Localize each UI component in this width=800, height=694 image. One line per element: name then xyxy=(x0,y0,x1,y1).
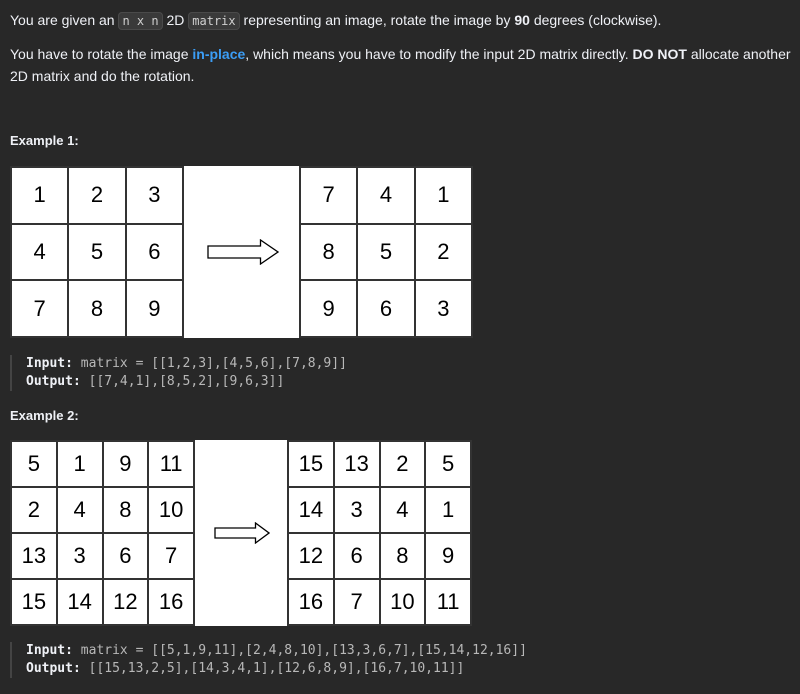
matrix-cell: 5 xyxy=(11,441,57,487)
text: degrees (clockwise). xyxy=(529,12,662,28)
matrix-cell: 11 xyxy=(148,441,194,487)
matrix-cell: 4 xyxy=(11,224,68,281)
matrix-cell: 9 xyxy=(103,441,149,487)
matrix-cell: 6 xyxy=(126,224,183,281)
matrix-cell: 13 xyxy=(11,533,57,579)
example-1-code xyxy=(10,355,347,391)
matrix-cell: 4 xyxy=(57,487,103,533)
matrix-cell: 15 xyxy=(288,441,334,487)
output-label: Output: xyxy=(26,374,81,389)
matrix-cell: 3 xyxy=(126,167,183,224)
matrix-cell: 6 xyxy=(357,280,414,337)
matrix-cell: 6 xyxy=(334,533,380,579)
matrix-cell: 10 xyxy=(380,579,426,625)
matrix-cell: 15 xyxy=(11,579,57,625)
matrix-cell: 4 xyxy=(380,487,426,533)
matrix-cell: 2 xyxy=(380,441,426,487)
description-paragraph-1 xyxy=(10,9,661,32)
matrix-cell: 3 xyxy=(334,487,380,533)
output-value: [[15,13,2,5],[14,3,4,1],[12,6,8,9],[16,7,10,11]] xyxy=(88,661,465,676)
matrix-cell: 5 xyxy=(357,224,414,281)
matrix-cell: 10 xyxy=(148,487,194,533)
matrix-cell: 7 xyxy=(148,533,194,579)
matrix-cell: 2 xyxy=(415,224,472,281)
matrix-cell: 16 xyxy=(148,579,194,625)
matrix-cell: 12 xyxy=(288,533,334,579)
bold-text: 90 xyxy=(514,12,530,28)
matrix-cell: 8 xyxy=(68,280,125,337)
inline-code: matrix xyxy=(188,12,239,30)
example-2-title: Example 2: xyxy=(10,408,79,423)
example-1-image xyxy=(10,166,472,338)
text: You are given an xyxy=(10,12,119,28)
input-label: Input: xyxy=(26,356,73,371)
matrix-cell: 2 xyxy=(11,487,57,533)
matrix-cell: 12 xyxy=(103,579,149,625)
inline-code: n x n xyxy=(118,12,162,30)
text: 2D xyxy=(162,12,189,28)
text: , which means you have to modify the input 2D matrix directly. xyxy=(245,46,633,62)
matrix-cell: 7 xyxy=(334,579,380,625)
example-1-title: Example 1: xyxy=(10,133,79,148)
in-place-link[interactable]: in-place xyxy=(192,46,246,62)
matrix-cell: 4 xyxy=(357,167,414,224)
matrix-cell: 7 xyxy=(300,167,357,224)
arrow-right-icon xyxy=(214,522,270,544)
matrix-cell: 9 xyxy=(425,533,471,579)
matrix-cell: 6 xyxy=(103,533,149,579)
matrix-cell: 5 xyxy=(425,441,471,487)
output-value: [[7,4,1],[8,5,2],[9,6,3]] xyxy=(88,374,285,389)
matrix-before xyxy=(10,166,184,338)
bold-text: DO NOT xyxy=(632,46,687,62)
matrix-after xyxy=(287,440,472,626)
matrix-before xyxy=(10,440,195,626)
example-2-code xyxy=(10,642,527,678)
matrix-cell: 14 xyxy=(288,487,334,533)
arrow-right-icon xyxy=(207,239,279,265)
matrix-cell: 8 xyxy=(103,487,149,533)
matrix-cell: 9 xyxy=(300,280,357,337)
description-paragraph-2 xyxy=(10,43,795,87)
matrix-cell: 1 xyxy=(11,167,68,224)
input-value: matrix = [[1,2,3],[4,5,6],[7,8,9]] xyxy=(80,356,347,371)
matrix-cell: 5 xyxy=(68,224,125,281)
text: allocate another 2D matrix and do the rotation. xyxy=(10,46,791,84)
matrix-cell: 16 xyxy=(288,579,334,625)
matrix-cell: 1 xyxy=(57,441,103,487)
matrix-cell: 2 xyxy=(68,167,125,224)
matrix-cell: 8 xyxy=(380,533,426,579)
matrix-cell: 11 xyxy=(425,579,471,625)
matrix-cell: 9 xyxy=(126,280,183,337)
matrix-cell: 7 xyxy=(11,280,68,337)
matrix-cell: 8 xyxy=(300,224,357,281)
matrix-cell: 1 xyxy=(415,167,472,224)
input-value: matrix = [[5,1,9,11],[2,4,8,10],[13,3,6,7],[15,14,12,16]] xyxy=(80,643,527,658)
matrix-cell: 1 xyxy=(425,487,471,533)
matrix-cell: 14 xyxy=(57,579,103,625)
text: representing an image, rotate the image by xyxy=(239,12,515,28)
example-2-image xyxy=(10,440,472,626)
text: You have to rotate the image xyxy=(10,46,193,62)
matrix-after xyxy=(299,166,473,338)
output-label: Output: xyxy=(26,661,81,676)
matrix-cell: 3 xyxy=(57,533,103,579)
input-label: Input: xyxy=(26,643,73,658)
matrix-cell: 13 xyxy=(334,441,380,487)
matrix-cell: 3 xyxy=(415,280,472,337)
